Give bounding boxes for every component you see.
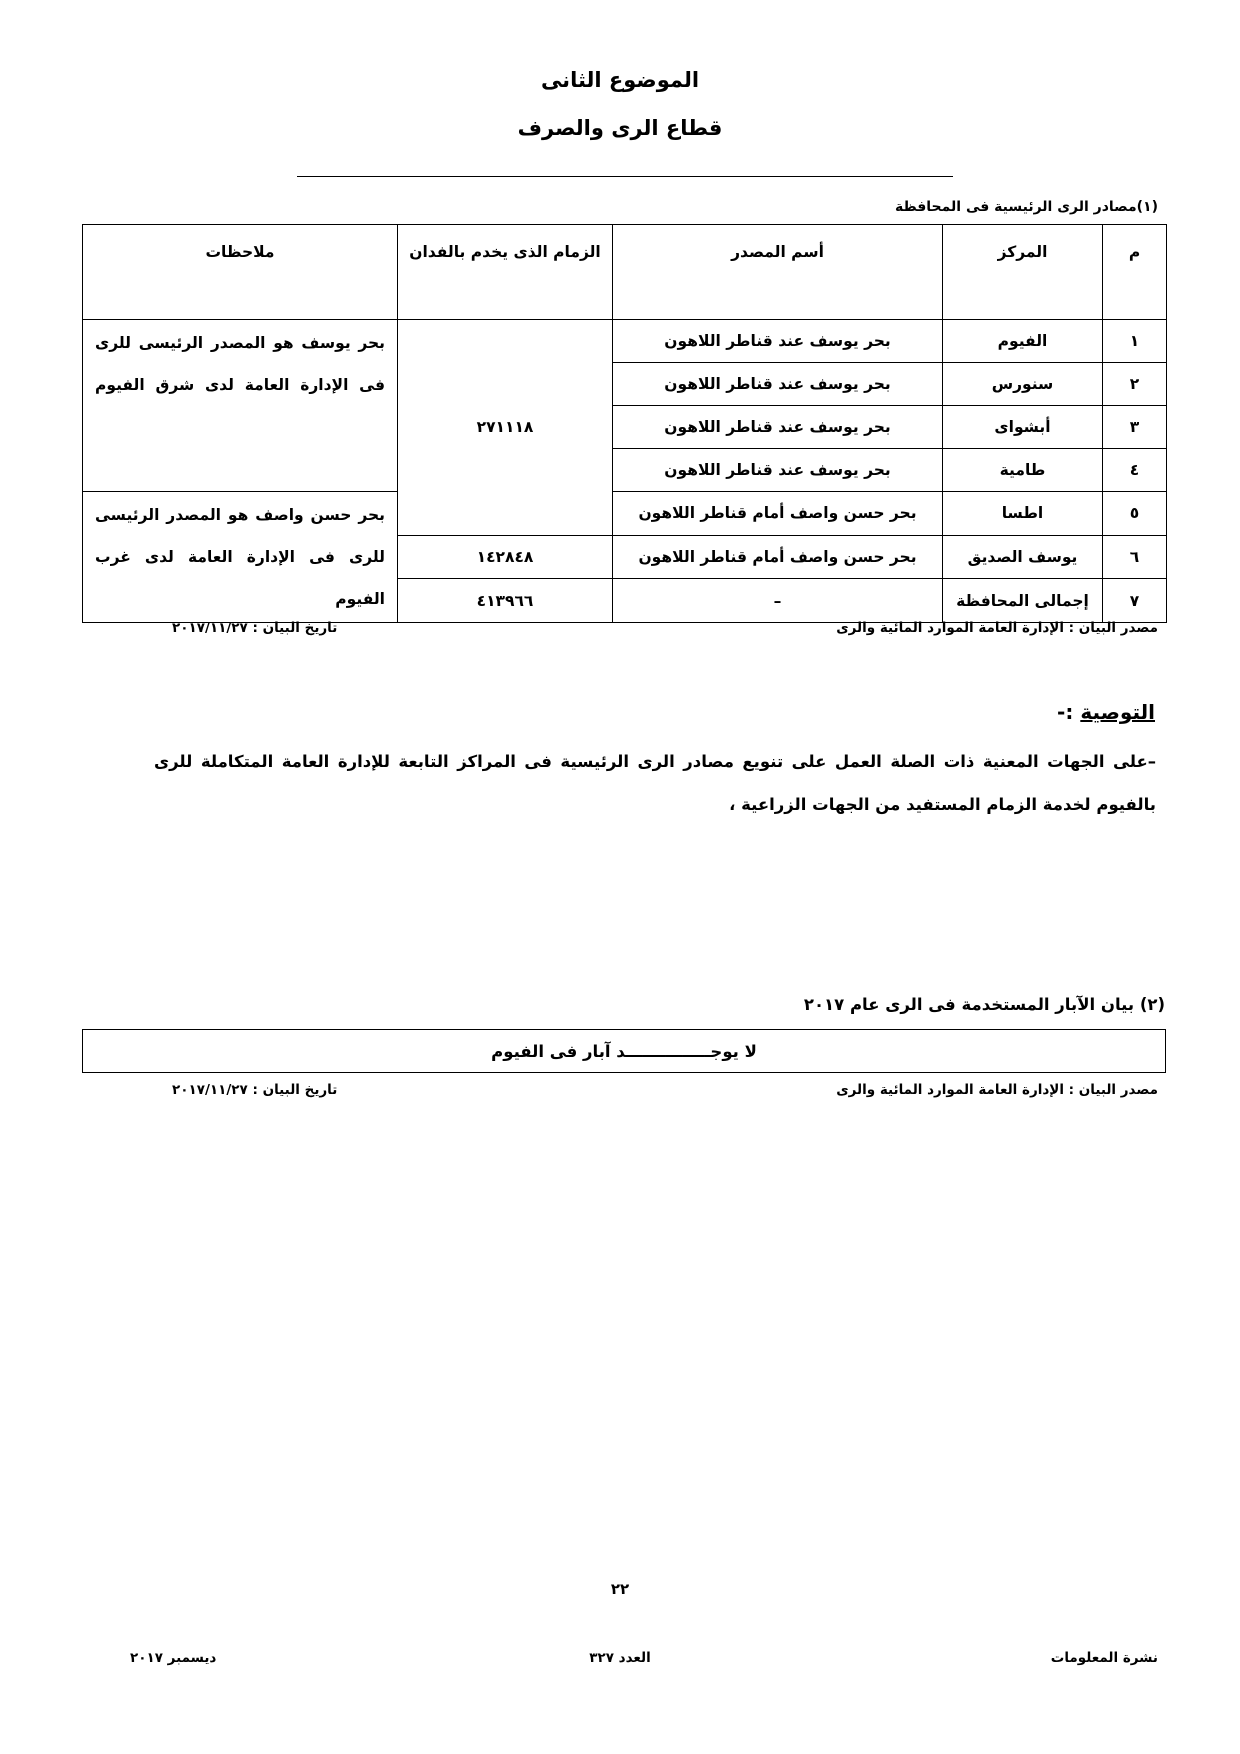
area-cell-total: ٤١٣٩٦٦	[398, 579, 613, 623]
footer-issue: العدد ٣٢٧	[589, 1650, 651, 1666]
data-source-text: مصدر البيان : الإدارة العامة الموارد المائية والرى	[836, 620, 1158, 636]
row-number: ٦	[1103, 535, 1167, 579]
row-number: ٤	[1103, 449, 1167, 492]
center-cell: الفيوم	[943, 320, 1103, 363]
page-number: ٢٢	[610, 1580, 630, 1598]
center-cell: سنورس	[943, 363, 1103, 406]
source-cell: بحر يوسف عند قناطر اللاهون	[613, 449, 943, 492]
data-source-text: مصدر البيان : الإدارة العامة الموارد المائية والرى	[836, 1082, 1158, 1098]
wells-caption: (٢) بيان الآبار المستخدمة فى الرى عام ٢٠١٧	[803, 995, 1165, 1014]
notes-cell-west: بحر حسن واصف هو المصدر الرئيسى للرى فى الإدارة العامة لدى غرب الفيوم	[83, 492, 398, 623]
footer-date: ديسمبر ٢٠١٧	[130, 1650, 217, 1666]
row-number: ٣	[1103, 406, 1167, 449]
column-header: ملاحظات	[83, 225, 398, 320]
source-cell: –	[613, 579, 943, 623]
source-cell: بحر حسن واصف أمام قناطر اللاهون	[613, 492, 943, 536]
page-title: الموضوع الثانى	[540, 68, 700, 92]
recommendation-heading	[1057, 700, 1155, 724]
table-header-row	[83, 225, 1167, 320]
table1-caption: (١)مصادر الرى الرئيسية فى المحافظة	[894, 199, 1158, 215]
column-header: الزمام الذى يخدم بالفدان	[398, 225, 613, 320]
table-row	[83, 320, 1167, 363]
source-cell: بحر يوسف عند قناطر اللاهون	[613, 320, 943, 363]
row-number: ٥	[1103, 492, 1167, 536]
center-cell: طامية	[943, 449, 1103, 492]
center-cell: أبشواى	[943, 406, 1103, 449]
area-cell-east: ٢٧١١١٨	[398, 320, 613, 536]
source-cell: بحر حسن واصف أمام قناطر اللاهون	[613, 535, 943, 579]
title-divider	[297, 176, 953, 177]
recommendation-body: –على الجهات المعنية ذات الصلة العمل على تنويع مصادر الرى الرئيسية فى المراكز التابعة للإدارة العامة المتكاملة للرى بالفيوم لخدمة الزمام المستفيد من الجهات الزراعية ،	[154, 752, 1156, 814]
column-header: أسم المصدر	[613, 225, 943, 320]
column-header: المركز	[943, 225, 1103, 320]
data-date-text: تاريخ البيان : ٢٠١٧/١١/٢٧	[172, 1082, 338, 1098]
center-cell: اطسا	[943, 492, 1103, 536]
recommendation-heading-label: التوصية	[1080, 700, 1155, 724]
area-cell-west: ١٤٢٨٤٨	[398, 535, 613, 579]
center-cell: يوسف الصديق	[943, 535, 1103, 579]
column-header: م	[1103, 225, 1167, 320]
row-number: ٧	[1103, 579, 1167, 623]
wells-table	[82, 1029, 1166, 1073]
data-date-text: تاريخ البيان : ٢٠١٧/١١/٢٧	[172, 620, 338, 636]
table-row	[83, 492, 1167, 536]
notes-cell-east: بحر يوسف هو المصدر الرئيسى للرى فى الإدارة العامة لدى شرق الفيوم	[83, 320, 398, 492]
source-cell: بحر يوسف عند قناطر اللاهون	[613, 363, 943, 406]
center-cell: إجمالى المحافظة	[943, 579, 1103, 623]
row-number: ٢	[1103, 363, 1167, 406]
row-number: ١	[1103, 320, 1167, 363]
footer-publication: نشرة المعلومات	[1050, 1650, 1158, 1666]
irrigation-sources-table	[82, 224, 1167, 623]
recommendation-heading-suffix: :-	[1057, 700, 1081, 724]
source-cell: بحر يوسف عند قناطر اللاهون	[613, 406, 943, 449]
page-subtitle: قطاع الرى والصرف	[517, 116, 723, 140]
wells-text: لا يوجـــــــــــــــد آبار فى الفيوم	[491, 1041, 757, 1061]
